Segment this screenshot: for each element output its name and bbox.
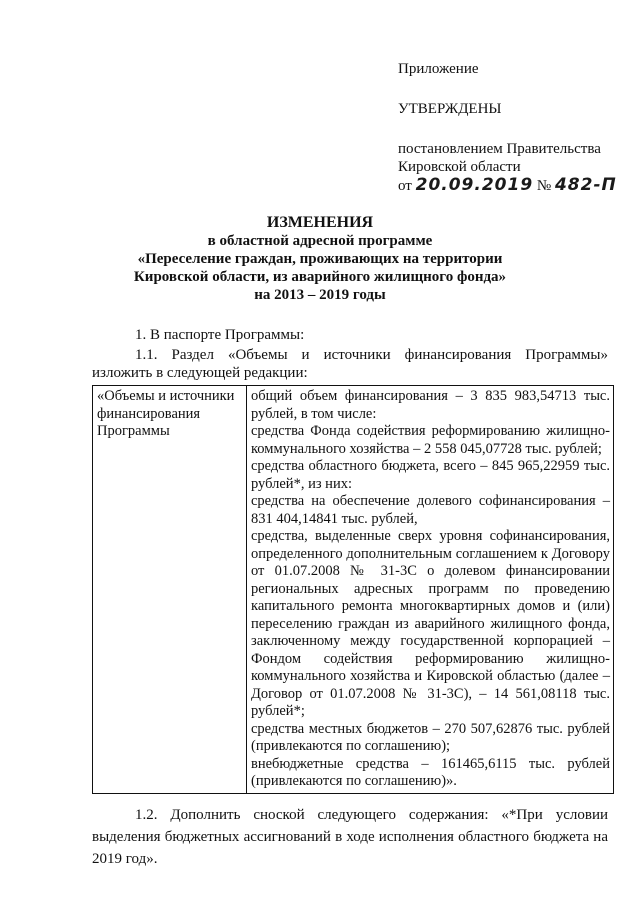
item-1-2: 1.2. Дополнить сноской следующего содержания: «*При условии выделения бюджетных ассигнований в ходе исполнения областного бюджета на 2019 год». xyxy=(92,807,608,867)
from-prefix: от xyxy=(398,178,412,194)
handwritten-date: 20.09.2019 xyxy=(415,175,534,195)
table-cell-label: «Объемы и источники финансирования Программы xyxy=(93,386,247,794)
list-item: общий объем финансирования – 3 835 983,54713 тыс. рублей, в том числе: xyxy=(251,388,610,422)
decree-date-row xyxy=(398,176,628,195)
list-item: средства областного бюджета, всего – 845 965,22959 тыс. рублей*, из них: xyxy=(251,458,610,492)
title-line-2: в областной адресной программе xyxy=(207,233,433,249)
decree-line-2: Кировской области xyxy=(398,159,521,175)
title-line-3: «Переселение граждан, проживающих на территории xyxy=(137,251,503,267)
title-main: ИЗМЕНЕНИЯ xyxy=(266,214,374,231)
handwritten-number: 482-П xyxy=(554,175,617,195)
list-item: средства Фонда содействия реформированию жилищно-коммунального хозяйства – 2 558 045,07728 тыс. рублей; xyxy=(251,423,610,457)
approval-block xyxy=(398,60,628,195)
item-1-1: 1.1. Раздел «Объемы и источники финансирования Программы» изложить в следующей редакции: xyxy=(92,347,608,381)
title-line-4: Кировской области, из аварийного жилищного фонда» xyxy=(133,269,507,285)
number-symbol: № xyxy=(536,178,552,194)
list-item: средства, выделенные сверх уровня софинансирования, определенного дополнительным соглашением к Договору от 01.07.2008 № 31-3С о долевом финансировании региональных адресных программ по проведению капитального ремонта многоквартирных домов и (или) переселению граждан из аварийного жилищного фонда, заключенному между государственной корпорацией – Фондом содействия реформированию жилищно-коммунального хозяйства и Кировской областью (далее – Договор от 01.07.2008 № 31-3С), – 14 561,08118 тыс. рублей*; xyxy=(251,528,610,719)
list-item: внебюджетные средства – 161465,6115 тыс. рублей (привлекаются по соглашению)». xyxy=(251,755,610,789)
document-title xyxy=(60,214,580,304)
approved-label: УТВЕРЖДЕНЫ xyxy=(398,101,502,117)
title-line-5: на 2013 – 2019 годы xyxy=(254,287,386,303)
list-item: средства местных бюджетов – 270 507,62876 тыс. рублей (привлекаются по соглашению); xyxy=(251,720,610,754)
table-row xyxy=(93,386,614,794)
list-item: средства на обеспечение долевого софинансирования – 831 404,14841 тыс. рублей, xyxy=(251,493,610,527)
table-cell-values xyxy=(247,386,614,794)
financing-table xyxy=(92,385,614,794)
section-1-heading: 1. В паспорте Программы: xyxy=(135,327,305,343)
appendix-label: Приложение xyxy=(398,61,479,77)
decree-line-1: постановлением Правительства xyxy=(398,141,601,157)
